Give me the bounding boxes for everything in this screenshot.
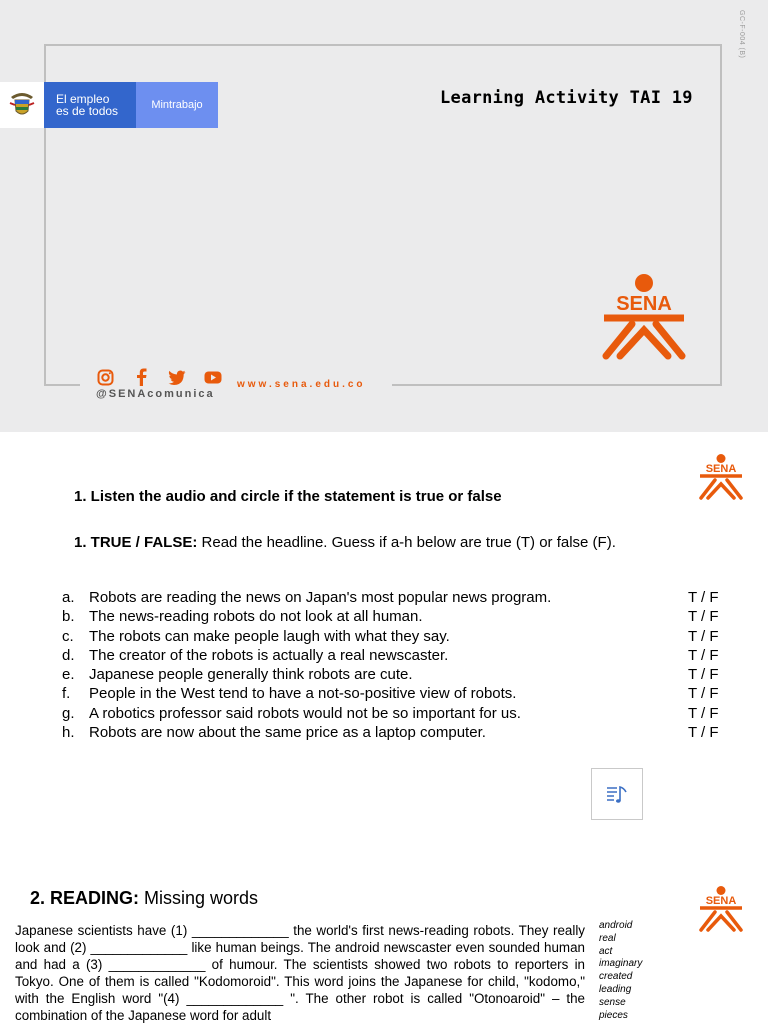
word-bank-item: imaginary	[599, 958, 643, 970]
page-title: Learning Activity TAI 19	[440, 88, 693, 108]
word-bank-item: real	[599, 932, 616, 944]
list-item: g. A robotics professor said robots would not be so important for us. T / F	[62, 704, 722, 723]
true-false-choice[interactable]: T / F	[688, 608, 719, 626]
sena-logo-text: SENA	[705, 895, 737, 907]
instagram-icon[interactable]	[96, 368, 114, 386]
true-false-slide	[0, 432, 768, 858]
list-item: h. Robots are now about the same price as a laptop computer. T / F	[62, 723, 722, 742]
list-item: c. The robots can make people laugh with what they say. T / F	[62, 627, 722, 646]
list-item: a. Robots are reading the news on Japan's most popular news program. T / F	[62, 588, 722, 607]
reading-slide	[0, 858, 768, 1024]
listening-instruction: 1. Listen the audio and circle if the statement is true or false	[74, 488, 502, 505]
list-item: b. The news-reading robots do not look at all human. T / F	[62, 607, 722, 626]
reading-heading: 2. READING: Missing words	[30, 888, 259, 908]
true-false-choice[interactable]: T / F	[688, 646, 719, 664]
word-bank-item: created	[599, 971, 633, 983]
frame-line-right	[392, 384, 722, 386]
gov-slogan: El empleo es de todos	[44, 82, 136, 128]
true-false-choice[interactable]: T / F	[688, 589, 719, 606]
word-bank	[599, 920, 642, 1022]
true-false-choice[interactable]: T / F	[688, 666, 719, 684]
social-links	[96, 368, 222, 386]
facebook-icon[interactable]	[132, 368, 150, 386]
word-bank-item: act	[599, 945, 613, 957]
sena-logo-small	[697, 454, 745, 505]
twitter-icon[interactable]	[168, 368, 186, 386]
frame-line-left	[44, 384, 80, 386]
list-item: d. The creator of the robots is actually a real newscaster. T / F	[62, 646, 722, 665]
word-bank-item: pieces	[599, 1009, 628, 1021]
social-handle: @SENAcomunica	[96, 388, 215, 400]
sena-logo-small	[697, 886, 745, 937]
true-false-choice[interactable]: T / F	[688, 685, 719, 703]
true-false-choice[interactable]: T / F	[688, 724, 719, 742]
colombia-crest-icon	[0, 82, 44, 128]
youtube-icon[interactable]	[204, 368, 222, 386]
word-bank-item: leading	[599, 983, 632, 995]
word-bank-item: sense	[599, 996, 626, 1008]
list-item: e. Japanese people generally think robots are cute. T / F	[62, 665, 722, 684]
audio-play-button[interactable]	[591, 768, 643, 820]
word-bank-item: android	[599, 920, 633, 931]
list-item: f. People in the West tend to have a not-so-positive view of robots. T / F	[62, 684, 722, 703]
true-false-choice[interactable]: T / F	[688, 704, 719, 722]
website-url[interactable]: www.sena.edu.co	[237, 379, 366, 390]
true-false-choice[interactable]: T / F	[688, 627, 719, 645]
reading-paragraph: Japanese scientists have (1) _____________ the world's first news-reading robots. They really look and (2) _____________ like human beings. The android newscaster even sounded human and had a (3) _____________ of humour. The scientists showed two robots to reporters in Tokyo. One of them is called "Kodomoroid". This word joins the Japanese for child, "kodomo," with the English word "(4) _____________ ". The other robot is called "Otonoaroid" – the combination of the Japanese word for adult	[15, 923, 585, 1023]
title-slide	[0, 0, 768, 432]
ministry-label: Mintrabajo	[136, 82, 218, 128]
true-false-instruction: 1. TRUE / FALSE: Read the headline. Guess if a-h below are true (T) or false (F).	[74, 534, 616, 551]
statement-list	[62, 588, 722, 742]
sena-logo-text: SENA	[616, 293, 672, 315]
sena-logo	[598, 274, 690, 365]
audio-list-icon	[605, 782, 629, 806]
document-code: GC-F-004 (B)	[738, 10, 745, 59]
government-banner	[0, 82, 218, 128]
sena-logo-text: SENA	[705, 463, 737, 475]
